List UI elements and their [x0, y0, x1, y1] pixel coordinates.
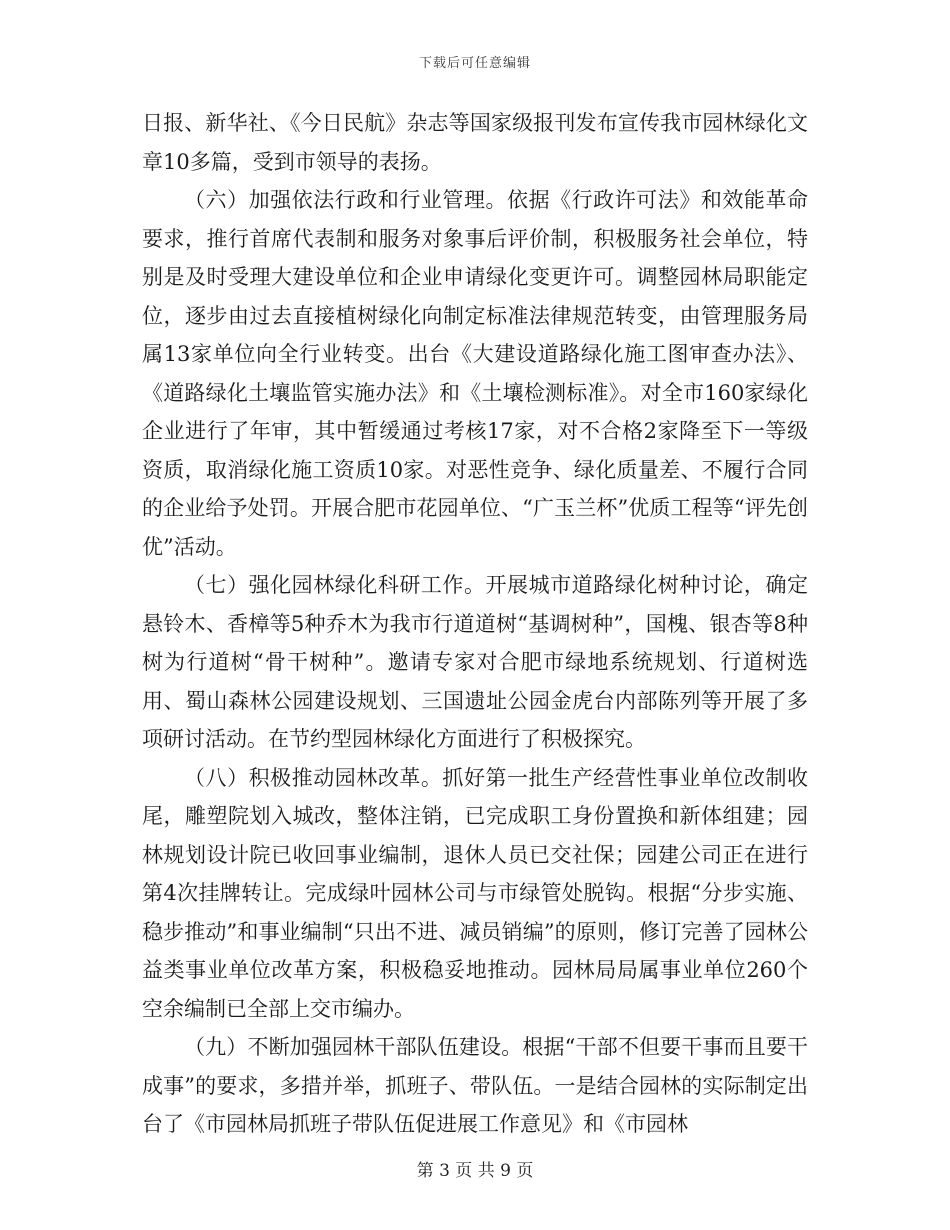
paragraph-1: 日报、新华社、《今日民航》杂志等国家级报刊发布宣传我市园林绿化文章10多篇，受到市领导的表扬。 [142, 111, 808, 174]
page-number: 第 3 页 共 9 页 [416, 1161, 534, 1181]
paragraph-5: （九）不断加强园林干部队伍建设。根据“干部不但要干事而且要干成事”的要求，多措并举，抓班子、带队伍。一是结合园林的实际制定出台了《市园林局抓班子带队伍促进展工作意见》和《市园林 [142, 1035, 808, 1136]
document-body [142, 104, 808, 1144]
paragraph-3: （七）强化园林绿化科研工作。开展城市道路绿化树种讨论，确定悬铃木、香樟等5种乔木为我市行道道树“基调树种”，国槐、银杏等8种树为行道树“骨干树种”。邀请专家对合肥市绿地系统规划、行道树选用、蜀山森林公园建设规划、三国遗址公园金虎台内部陈列等开展了多项研讨活动。在节约型园林绿化方面进行了积极探究。 [142, 573, 808, 751]
paragraph-4: （八）积极推动园林改革。抓好第一批生产经营性事业单位改制收尾，雕塑院划入城改，整体注销，已完成职工身份置换和新体组建；园林规划设计院已收回事业编制，退休人员已交社保；园建公司正在进行第4次挂牌转让。完成绿叶园林公司与市绿管处脱钩。根据“分步实施、稳步推动”和事业编制“只出不进、减员销编”的原则，修订完善了园林公益类事业单位改革方案，积极稳妥地推动。园林局局属事业单位260个空余编制已全部上交市编办。 [142, 765, 808, 1021]
page-header: 下载后可任意编辑 [418, 56, 531, 71]
paragraph-2: （六）加强依法行政和行业管理。依据《行政许可法》和效能革命要求，推行首席代表制和服务对象事后评价制，积极服务社会单位，特别是及时受理大建设单位和企业申请绿化变更许可。调整园林局职能定位，逐步由过去直接植树绿化向制定标准法律规范转变，由管理服务局属13家单位向全行业转变。出台《大建设道路绿化施工图审查办法》、《道路绿化土壤监管实施办法》和《土壤检测标准》。对全市160家绿化企业进行了年审，其中暂缓通过考核17家，对不合格2家降至下一等级资质，取消绿化施工资质10家。对恶性竞争、绿化质量差、不履行合同的企业给予处罚。开展合肥市花园单位、“广玉兰杯”优质工程等“评先创优”活动。 [142, 188, 808, 559]
